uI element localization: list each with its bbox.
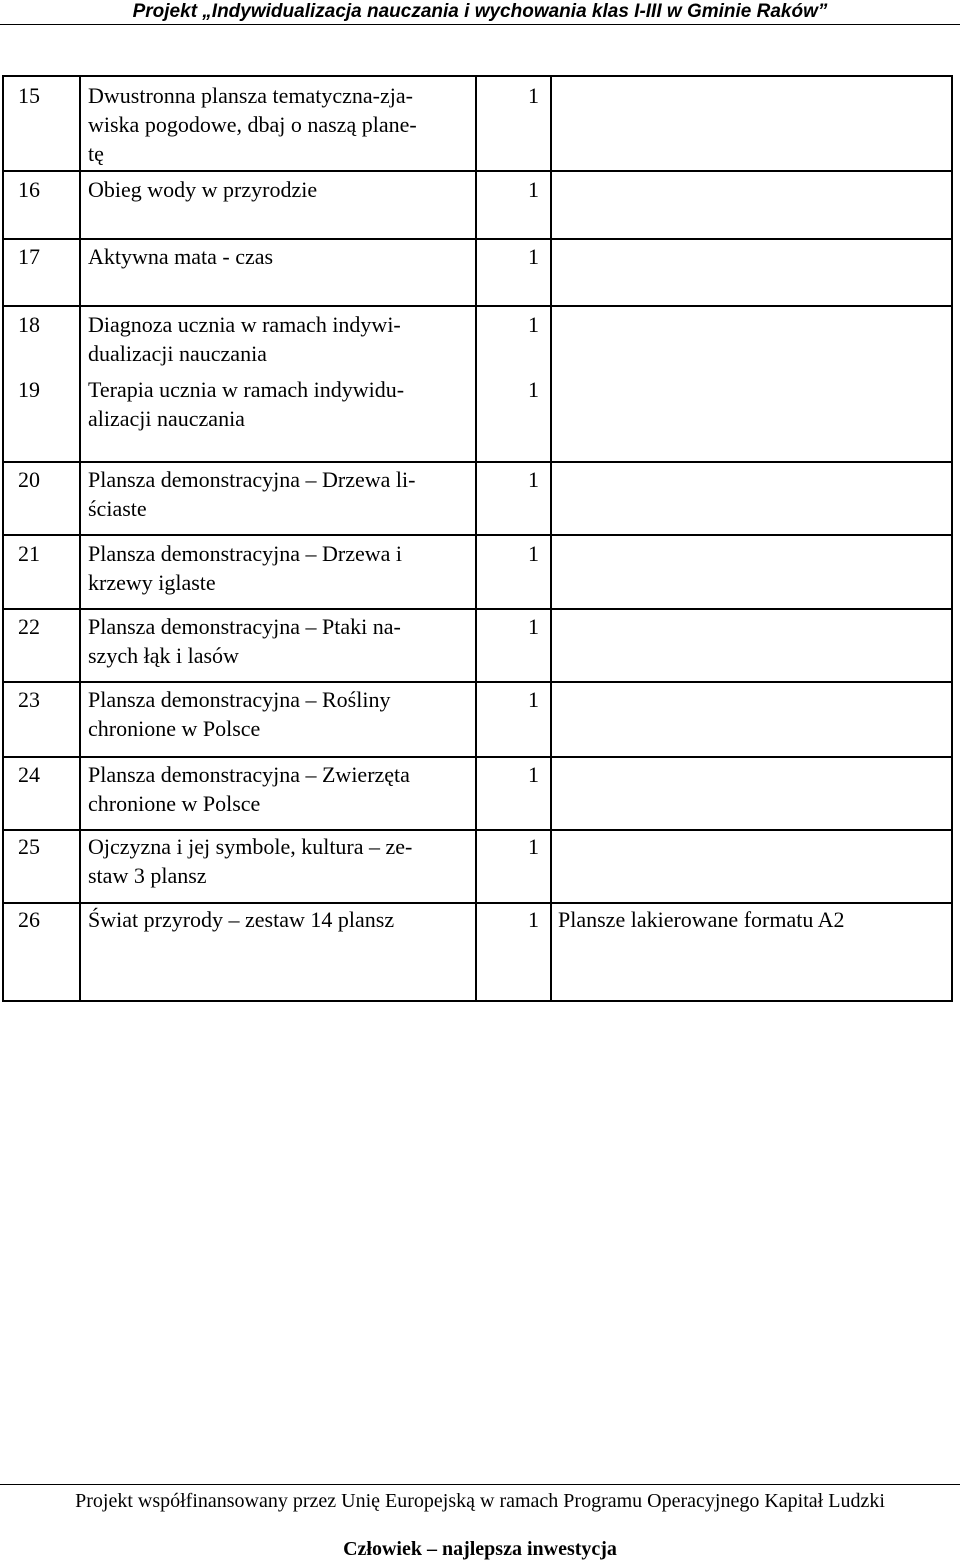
footer-funding-note: Projekt współfinansowany przez Unię Europejską w ramach Programu Operacyjnego Kapitał Ludzki	[75, 1490, 885, 1512]
row-quantity: 1	[528, 762, 539, 787]
row-quantity: 1	[528, 614, 539, 639]
row-divider	[4, 461, 951, 463]
row-description-line: Plansza demonstracyjna – Drzewa li-	[88, 467, 416, 492]
row-number: 20	[18, 467, 40, 492]
footer-divider	[0, 1484, 960, 1485]
row-divider	[4, 238, 951, 240]
row-number: 23	[18, 687, 40, 712]
row-description-line: tę	[88, 141, 104, 166]
row-number: 22	[18, 614, 40, 639]
row-quantity: 1	[528, 177, 539, 202]
row-divider	[4, 829, 951, 831]
equipment-table	[2, 75, 953, 1002]
column-divider-quantity	[550, 77, 552, 1000]
footer-slogan: Człowiek – najlepsza inwestycja	[343, 1538, 617, 1560]
row-divider	[4, 608, 951, 610]
row-quantity: 1	[528, 541, 539, 566]
row-divider	[4, 534, 951, 536]
row-description-line: alizacji nauczania	[88, 406, 245, 431]
row-description-line: wiska pogodowe, dbaj o naszą plane-	[88, 112, 417, 137]
row-description-line: dualizacji nauczania	[88, 341, 267, 366]
row-description-line: Aktywna mata - czas	[88, 244, 274, 269]
row-number: 21	[18, 541, 40, 566]
row-quantity: 1	[528, 83, 539, 108]
row-quantity: 1	[528, 907, 539, 932]
row-description-line: Świat przyrody – zestaw 14 plansz	[88, 907, 395, 932]
row-description-line: Terapia ucznia w ramach indywidu-	[88, 377, 405, 402]
row-divider	[4, 170, 951, 172]
row-description-line: krzewy iglaste	[88, 570, 216, 595]
row-number: 18	[18, 312, 40, 337]
row-divider	[4, 756, 951, 758]
row-description-line: Plansza demonstracyjna – Ptaki na-	[88, 614, 401, 639]
column-divider-number	[79, 77, 81, 1000]
row-quantity: 1	[528, 467, 539, 492]
page-header: Projekt „Indywidualizacja nauczania i wychowania klas I-III w Gminie Raków”	[132, 1, 828, 22]
row-description-line: staw 3 plansz	[88, 863, 207, 888]
row-description-line: Plansza demonstracyjna – Drzewa i	[88, 541, 402, 566]
row-number: 16	[18, 177, 40, 202]
row-divider	[4, 305, 951, 307]
row-description-line: ściaste	[88, 496, 147, 521]
row-description-line: Ojczyzna i jej symbole, kultura – ze-	[88, 834, 413, 859]
row-divider	[4, 902, 951, 904]
header-divider	[0, 24, 960, 25]
row-number: 15	[18, 83, 40, 108]
row-number: 19	[18, 377, 40, 402]
row-description-line: Plansza demonstracyjna – Rośliny	[88, 687, 391, 712]
row-number: 26	[18, 907, 40, 932]
row-quantity: 1	[528, 687, 539, 712]
row-number: 25	[18, 834, 40, 859]
row-quantity: 1	[528, 244, 539, 269]
row-quantity: 1	[528, 312, 539, 337]
row-quantity: 1	[528, 377, 539, 402]
column-divider-description	[475, 77, 477, 1000]
row-note: Plansze lakierowane formatu A2	[558, 907, 845, 932]
row-divider	[4, 681, 951, 683]
row-description-line: Obieg wody w przyrodzie	[88, 177, 318, 202]
row-number: 24	[18, 762, 40, 787]
row-description-line: Plansza demonstracyjna – Zwierzęta	[88, 762, 410, 787]
row-quantity: 1	[528, 834, 539, 859]
row-description-line: chronione w Polsce	[88, 791, 261, 816]
row-description-line: chronione w Polsce	[88, 716, 261, 741]
row-description-line: Dwustronna plansza tematyczna-zja-	[88, 83, 413, 108]
row-number: 17	[18, 244, 40, 269]
row-description-line: szych łąk i lasów	[88, 643, 239, 668]
row-description-line: Diagnoza ucznia w ramach indywi-	[88, 312, 401, 337]
